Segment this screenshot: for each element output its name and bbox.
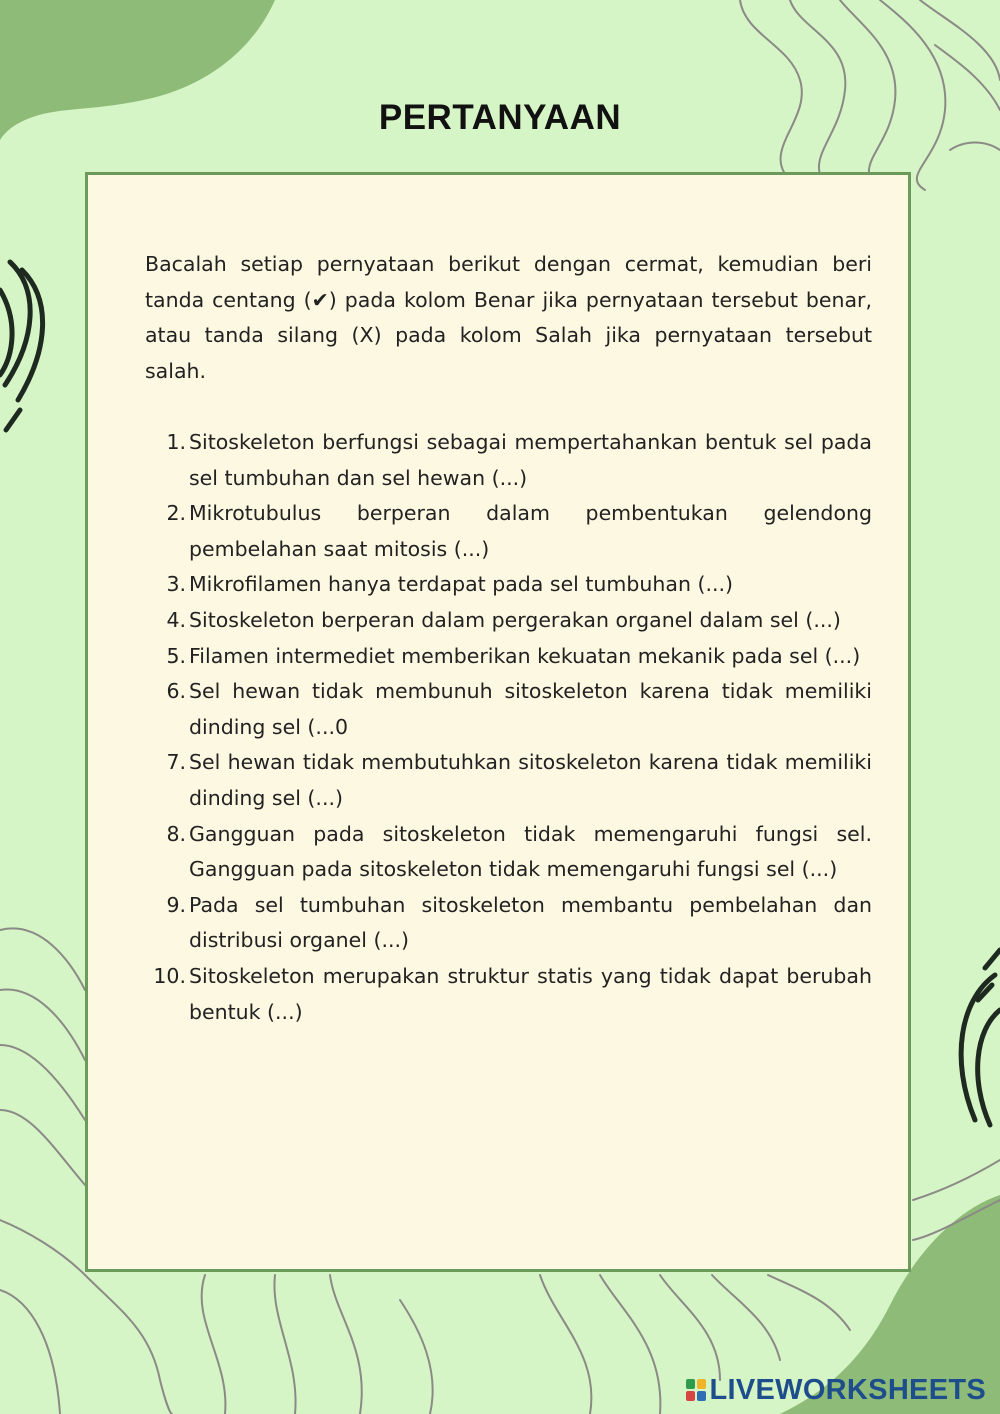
question-number: 8. bbox=[166, 821, 186, 846]
question-text: Mikrofilamen hanya terdapat pada sel tumbuhan (...) bbox=[189, 572, 734, 597]
question-text: Sitoskeleton berfungsi sebagai mempertahankan bentuk sel pada sel tumbuhan dan sel hewan (...) bbox=[189, 430, 872, 490]
question-item bbox=[145, 674, 872, 745]
logo-mark-icon bbox=[686, 1379, 706, 1401]
question-number: 9. bbox=[166, 892, 186, 917]
question-item bbox=[145, 425, 872, 496]
question-item bbox=[145, 959, 872, 1030]
brush-strokes-right bbox=[961, 950, 1000, 1125]
question-text: Sitoskeleton merupakan struktur statis yang tidak dapat berubah bentuk (...) bbox=[189, 963, 872, 1024]
liveworksheets-logo[interactable] bbox=[686, 1372, 987, 1408]
instruction-text: Bacalah setiap pernyataan berikut dengan cermat, kemudian beri tanda centang (✔) pada kolom Benar jika pernyataan tersebut benar, atau tanda silang (X) pada kolom Salah jika pernyataan tersebut salah. bbox=[145, 252, 872, 383]
question-list bbox=[145, 425, 872, 1030]
question-item bbox=[145, 817, 872, 888]
question-item bbox=[145, 496, 872, 567]
question-text: Mikrotubulus berperan dalam pembentukan gelendong pembelahan saat mitosis (...) bbox=[189, 501, 872, 561]
question-text: Sel hewan tidak membunuh sitoskeleton karena tidak memiliki dinding sel (...0 bbox=[189, 679, 872, 739]
question-text: Sitoskeleton berperan dalam pergerakan organel dalam sel (...) bbox=[189, 607, 841, 632]
question-number: 10. bbox=[153, 963, 186, 988]
logo-text: LIVEWORKSHEETS bbox=[709, 1373, 986, 1406]
question-card bbox=[85, 172, 911, 1272]
question-number: 4. bbox=[166, 607, 186, 632]
question-number: 3. bbox=[166, 572, 186, 597]
question-text: Filamen intermediet memberikan kekuatan mekanik pada sel (...) bbox=[189, 643, 861, 668]
question-text: Sel hewan tidak membutuhkan sitoskeleton karena tidak memiliki dinding sel (...) bbox=[189, 750, 872, 810]
question-number: 7. bbox=[166, 750, 186, 775]
brush-strokes-left bbox=[0, 262, 43, 430]
question-item bbox=[145, 745, 872, 816]
question-text: Gangguan pada sitoskeleton tidak memengaruhi fungsi sel. Gangguan pada sitoskeleton tidak memengaruhi fungsi sel (...) bbox=[189, 821, 872, 882]
question-item bbox=[145, 567, 872, 603]
question-number: 6. bbox=[166, 679, 186, 704]
question-number: 5. bbox=[166, 643, 186, 668]
question-number: 1. bbox=[166, 430, 186, 454]
question-item bbox=[145, 639, 872, 675]
question-text: Pada sel tumbuhan sitoskeleton membantu pembelahan dan distribusi organel (...) bbox=[189, 892, 872, 953]
question-item bbox=[145, 603, 872, 639]
question-number: 2. bbox=[166, 501, 186, 526]
page-title: PERTANYAAN bbox=[378, 98, 622, 137]
question-item bbox=[145, 888, 872, 959]
